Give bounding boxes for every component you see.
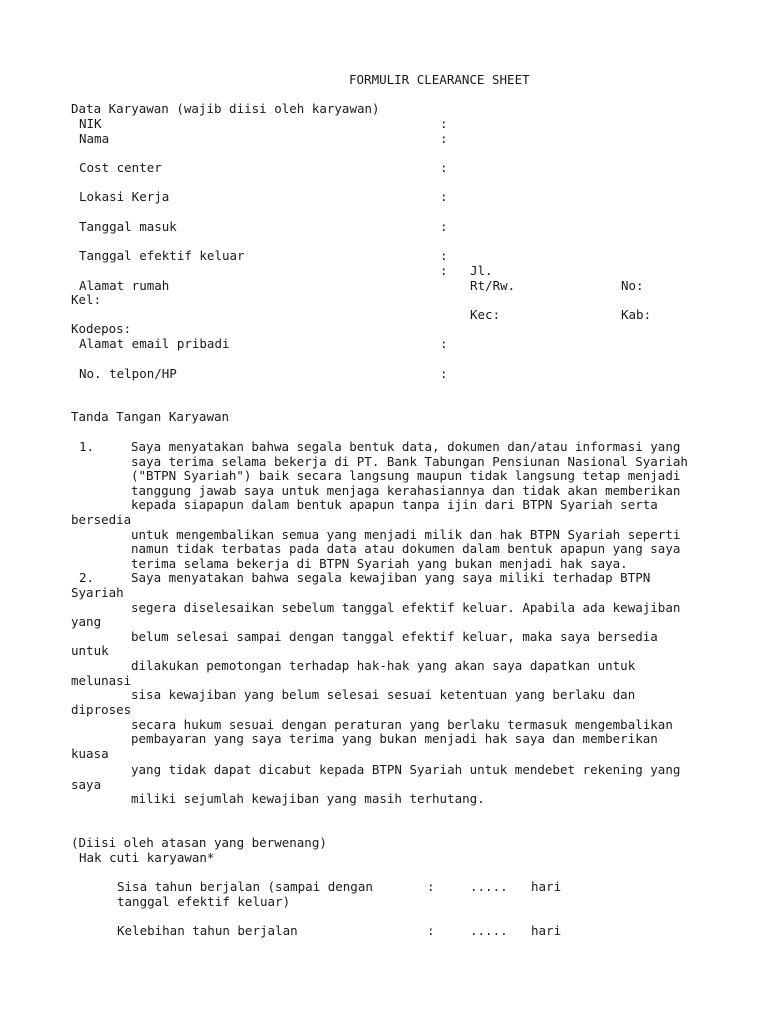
statement-1-line: ("BTPN Syariah") baik secara langsung maupun tidak langsung tetap menjadi <box>131 468 681 483</box>
tanggal-masuk-label: Tanggal masuk <box>79 219 177 234</box>
nik-colon: : <box>440 116 448 131</box>
nik-label: NIK <box>79 116 102 131</box>
kec-label: Kec: <box>470 307 501 322</box>
statement-1-line: Saya menyatakan bahwa segala bentuk data, dokumen dan/atau informasi yang <box>131 439 681 454</box>
lokasi-kerja-colon: : <box>440 189 448 204</box>
sisa-colon: : <box>427 879 435 894</box>
tanggal-keluar-label: Tanggal efektif keluar <box>79 248 245 263</box>
sisa-label-cont: tanggal efektif keluar) <box>117 894 291 909</box>
sisa-dots: ..... <box>470 879 508 894</box>
sisa-unit: hari <box>531 879 562 894</box>
statement-1-line: kepada siapapun dalam bentuk apapun tanpa ijin dari BTPN Syariah serta <box>131 497 658 512</box>
statement-2-line: dilakukan pemotongan terhadap hak-hak yang akan saya dapatkan untuk <box>131 658 636 673</box>
kel-label: Kel: <box>71 292 102 307</box>
statement-2-wrap: untuk <box>71 643 109 658</box>
statement-2-wrap: melunasi <box>71 673 132 688</box>
statement-2-line: belum selesai sampai dengan tanggal efektif keluar, maka saya bersedia <box>131 629 658 644</box>
email-colon: : <box>440 336 448 351</box>
telpon-label: No. telpon/HP <box>79 366 177 381</box>
statement-1-number: 1. <box>79 439 95 454</box>
telpon-colon: : <box>440 366 448 381</box>
statement-2-wrap: kuasa <box>71 746 109 761</box>
statement-1-line: terima selama bekerja di BTPN Syariah yang bukan menjadi hak saya. <box>131 556 628 571</box>
no-label: No: <box>621 278 644 293</box>
statement-2-wrap: saya <box>71 777 102 792</box>
statement-2-line: sisa kewajiban yang belum selesai sesuai ketentuan yang berlaku dan <box>131 687 636 702</box>
statement-2-line: yang tidak dapat dicabut kepada BTPN Syariah untuk mendebet rekening yang <box>131 762 681 777</box>
statement-2-line: miliki sejumlah kewajiban yang masih terhutang. <box>131 791 485 806</box>
statement-2-line: pembayaran yang saya terima yang bukan menjadi hak saya dan memberikan <box>131 731 658 746</box>
statement-2-wrap: diproses <box>71 702 132 717</box>
leave-heading: Hak cuti karyawan* <box>79 850 215 865</box>
jl-label: Jl. <box>470 263 493 278</box>
nama-label: Nama <box>79 131 110 146</box>
supervisor-heading: (Diisi oleh atasan yang berwenang) <box>71 835 327 850</box>
statement-1-line: namun tidak terbatas pada data atau dokumen dalam bentuk apapun yang saya <box>131 541 681 556</box>
statement-1-wrap: bersedia <box>71 512 132 527</box>
signature-heading: Tanda Tangan Karyawan <box>71 409 230 424</box>
alamat-colon: : <box>440 263 448 278</box>
alamat-rumah-label: Alamat rumah <box>79 278 170 293</box>
sisa-label: Sisa tahun berjalan (sampai dengan <box>117 879 373 894</box>
statement-1-line: untuk mengembalikan semua yang menjadi milik dan hak BTPN Syariah seperti <box>131 527 681 542</box>
tanggal-masuk-colon: : <box>440 219 448 234</box>
statement-2-line: segera diselesaikan sebelum tanggal efektif keluar. Apabila ada kewajiban <box>131 600 681 615</box>
nama-colon: : <box>440 131 448 146</box>
statement-2-wrap: Syariah <box>71 585 124 600</box>
statement-1-line: saya terima selama bekerja di PT. Bank Tabungan Pensiunan Nasional Syariah <box>131 454 688 469</box>
email-label: Alamat email pribadi <box>79 336 230 351</box>
kodepos-label: Kodepos: <box>71 321 132 336</box>
statement-2-number: 2. <box>79 570 95 585</box>
kelebihan-label: Kelebihan tahun berjalan <box>117 923 298 938</box>
kelebihan-colon: : <box>427 923 435 938</box>
employee-section-heading: Data Karyawan (wajib diisi oleh karyawan) <box>71 101 380 116</box>
cost-center-colon: : <box>440 160 448 175</box>
cost-center-label: Cost center <box>79 160 162 175</box>
page-title: FORMULIR CLEARANCE SHEET <box>349 72 530 87</box>
rtrw-label: Rt/Rw. <box>470 278 516 293</box>
lokasi-kerja-label: Lokasi Kerja <box>79 189 170 204</box>
statement-2-wrap: yang <box>71 614 102 629</box>
tanggal-keluar-colon: : <box>440 248 448 263</box>
kelebihan-unit: hari <box>531 923 562 938</box>
kab-label: Kab: <box>621 307 652 322</box>
statement-1-line: tanggung jawab saya untuk menjaga kerahasiannya dan tidak akan memberikan <box>131 483 681 498</box>
statement-2-line: secara hukum sesuai dengan peraturan yang berlaku termasuk mengembalikan <box>131 717 673 732</box>
statement-2-line: Saya menyatakan bahwa segala kewajiban yang saya miliki terhadap BTPN <box>131 570 651 585</box>
kelebihan-dots: ..... <box>470 923 508 938</box>
